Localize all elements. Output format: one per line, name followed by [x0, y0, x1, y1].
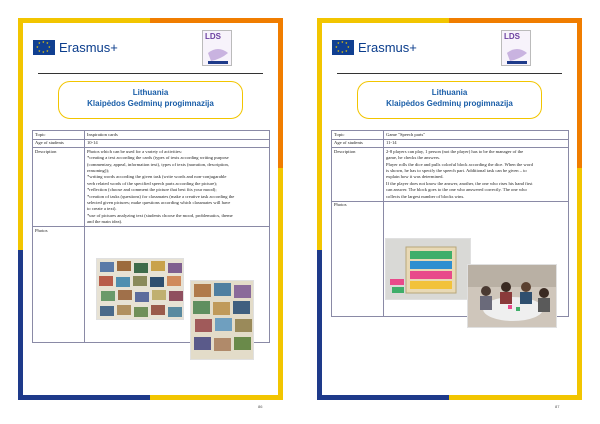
topic-value: Game "Speech parts" [384, 131, 569, 140]
description-label: Description [33, 148, 85, 227]
photos-label: Photos [33, 227, 85, 343]
description-line: is shown, he has to specify the speech part. Additional task can be given – to [386, 168, 527, 173]
country-title: Lithuania [431, 88, 468, 97]
frame-bar [577, 168, 582, 400]
description-line: Player rolls the dice and pulls colorful block according the dice. When the word [386, 161, 533, 167]
page-number: 86 [258, 404, 263, 409]
description-line: *creation of tasks (questions) for classmates (make a creative task according the [87, 193, 235, 199]
description-line: explain how it was determined. [386, 174, 444, 180]
eu-flag-icon: ★ ★ ★ ★ ★ ★ ★ ★ [33, 40, 55, 55]
header-divider [337, 73, 562, 74]
description-line: verb related words of the specified speech parts according the picture); [87, 180, 218, 186]
frame-bar [18, 18, 150, 23]
page-number: 87 [555, 404, 560, 409]
table-row [33, 148, 270, 227]
description-line: can answer. The block goes to the one who answered correctly. The one who [386, 187, 527, 193]
age-value: 11-14 [384, 139, 569, 148]
blocks-photo [385, 238, 471, 300]
lds-logo [202, 30, 232, 66]
school-title: Klaipėdos Gedminų progimnazija [386, 99, 513, 108]
frame-bar [317, 18, 449, 23]
topic-value: Inspiration cards [85, 131, 270, 140]
header-divider [38, 73, 263, 74]
erasmus-logo [332, 40, 417, 55]
description-line: *use of pictures analyzing text (students choose the mood, problematics, theme [87, 212, 233, 218]
left-page [18, 18, 283, 409]
frame-bar [278, 18, 283, 168]
description-line: and the main idea). [87, 219, 123, 225]
frame-bar [150, 18, 283, 23]
description-line: to create a text). [87, 206, 117, 212]
description-line: If the player does not know the answer, another, the one who rises his hand first [386, 180, 533, 186]
frame-bar [18, 395, 150, 400]
topic-label: Topic [332, 131, 384, 140]
frame-bar [317, 18, 322, 250]
description-line: game, he checks the answers. [386, 155, 441, 161]
frame-bar [449, 395, 582, 400]
title-box [357, 81, 542, 119]
age-value: 10-14 [85, 139, 270, 148]
description-line: Photos which can be used for a variety of activities: [87, 148, 183, 154]
country-title: Lithuania [132, 88, 169, 97]
description-line: selected given pictures; make questions according which classmates will have [87, 200, 231, 206]
students-photo [467, 264, 557, 328]
table-row [332, 148, 569, 201]
frame-bar [317, 250, 322, 400]
eu-flag-icon: ★ ★ ★ ★ ★ ★ ★ ★ [332, 40, 354, 55]
description-line: *writing words according the given task (write words and non-conjugarable [87, 174, 227, 180]
right-page [317, 18, 582, 409]
lds-logo-text: LDS [205, 32, 221, 41]
erasmus-text: Erasmus+ [59, 40, 118, 55]
frame-bar [18, 250, 23, 400]
lds-logo-text: LDS [504, 32, 520, 41]
age-label: Age of students [332, 139, 384, 148]
frame-bar [18, 18, 23, 250]
school-title: Klaipėdos Gedminų progimnazija [87, 99, 214, 108]
age-label: Age of students [33, 139, 85, 148]
frame-bar [449, 18, 582, 23]
erasmus-logo [33, 40, 118, 55]
table-row [332, 131, 569, 140]
frame-bar [577, 18, 582, 168]
description-line: (commentary, appeal, information text), types of texts (narration, description, [87, 161, 229, 167]
title-box [58, 81, 243, 119]
description-line: reasoning)); [87, 168, 110, 173]
frame-bar [278, 168, 283, 400]
lds-logo [501, 30, 531, 66]
frame-bar [317, 395, 449, 400]
description-line: collects the largest number of blocks wins. [386, 193, 465, 199]
table-row [33, 139, 270, 148]
photos-label: Photos [332, 201, 384, 316]
description-line: 2-8 players can play, 1 person (not the player) has to be the manager of the [386, 148, 524, 154]
table-row [33, 131, 270, 140]
description-value [85, 148, 270, 227]
erasmus-text: Erasmus+ [358, 40, 417, 55]
cards-photo [190, 280, 254, 360]
description-label: Description [332, 148, 384, 201]
topic-label: Topic [33, 131, 85, 140]
description-value [384, 148, 569, 201]
frame-bar [150, 395, 283, 400]
table-row [332, 139, 569, 148]
description-line: *creating a text according the cards (types of texts according writing purpose [87, 155, 229, 161]
description-line: *reflection (choose and comment the picture that best fits your mood); [87, 187, 217, 193]
cards-photo [96, 258, 184, 320]
